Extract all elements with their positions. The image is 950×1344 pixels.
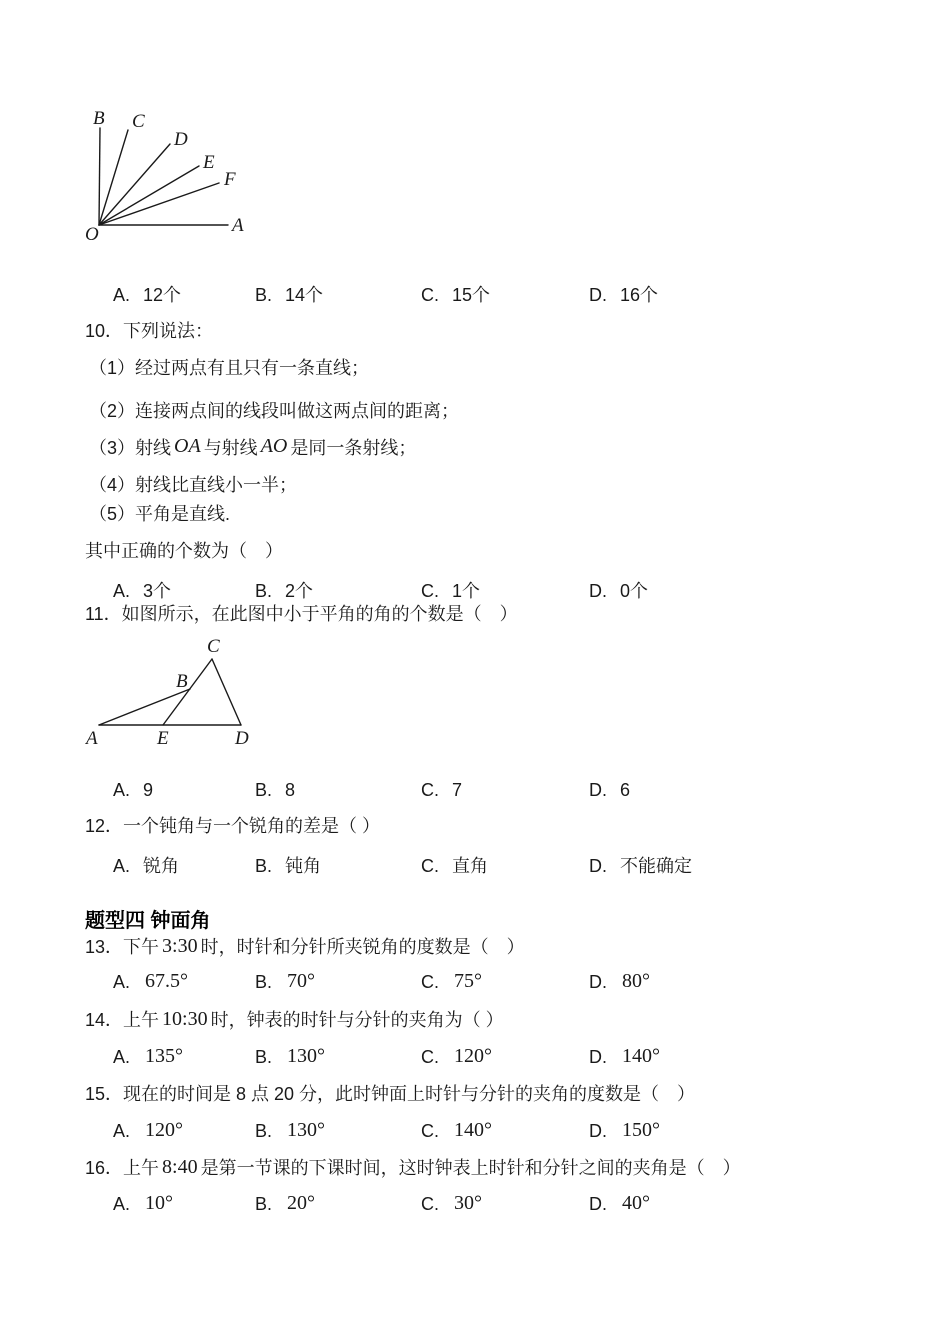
option-text: 15个 — [452, 285, 491, 305]
option-letter: A. — [113, 581, 131, 601]
option-letter: D. — [589, 856, 607, 876]
option-text: 120° — [145, 1119, 184, 1141]
option-text: 135° — [145, 1045, 184, 1067]
option-letter: B. — [255, 780, 273, 800]
option-letter: B. — [255, 285, 273, 305]
option-letter: D. — [589, 1047, 607, 1067]
q10-item-3-mid: 与射线 — [203, 438, 258, 458]
q16-option-A — [113, 1193, 173, 1216]
q16-stem-post: 是第一节课的下课时间，这时钟表上时针和分针之间的夹角是（ ） — [200, 1158, 741, 1178]
q16-option-D — [589, 1193, 650, 1216]
q12-option-A — [113, 852, 179, 878]
option-text: 30° — [454, 1192, 482, 1214]
q13-options-row — [0, 971, 950, 997]
option-text: 钝角 — [285, 856, 322, 876]
q14-options-row — [0, 1046, 950, 1072]
option-text: 10° — [145, 1192, 174, 1214]
q10-footer: 其中正确的个数为（ ） — [85, 541, 283, 561]
option-letter: C. — [421, 581, 439, 601]
math-time-10-30: 10:30 — [162, 1008, 208, 1030]
q14-option-D — [589, 1046, 660, 1069]
option-text: 120° — [454, 1045, 492, 1067]
figure-q9-rays-from-O — [75, 100, 265, 250]
option-letter: B. — [255, 856, 273, 876]
math-ray-AO: AO — [260, 435, 288, 457]
q9-option-D — [589, 281, 658, 307]
option-letter: A. — [113, 1121, 131, 1141]
option-letter: A. — [113, 780, 131, 800]
math-ray-OA: OA — [174, 435, 201, 457]
option-letter: D. — [589, 1121, 607, 1141]
q14-option-A — [113, 1046, 183, 1069]
q13-stem-post: 时，时针和分针所夹锐角的度数是（ ） — [200, 937, 525, 957]
option-letter: B. — [255, 1047, 273, 1067]
option-text: 150° — [622, 1119, 660, 1141]
fig1-label-A: A — [232, 215, 244, 236]
q16-option-B — [255, 1193, 315, 1216]
option-text: 7 — [452, 780, 463, 800]
q12-stem: 12．一个钝角与一个锐角的差是（ ） — [85, 816, 381, 836]
option-text: 6 — [620, 780, 631, 800]
q13-option-A — [113, 971, 188, 994]
option-text: 0个 — [620, 581, 649, 601]
q10-item-1: （1）经过两点有且只有一条直线； — [89, 358, 370, 378]
q11-option-D — [589, 780, 630, 801]
fig2-label-D: D — [235, 728, 249, 749]
fig2-label-A: A — [86, 728, 98, 749]
q9-option-B — [255, 281, 323, 307]
option-letter: A. — [113, 1047, 131, 1067]
option-letter: D. — [589, 780, 607, 800]
fig1-label-C: C — [132, 111, 145, 132]
q10-item-3 — [89, 437, 416, 459]
q10-item-5: （5）平角是直线. — [89, 504, 231, 524]
option-letter: B. — [255, 1121, 273, 1141]
q10-options-row — [0, 577, 950, 603]
option-text: 3个 — [143, 581, 172, 601]
fig1-rays — [99, 128, 228, 225]
option-text: 不能确定 — [620, 856, 692, 876]
q12-option-C — [421, 852, 488, 878]
option-letter: D. — [589, 1194, 607, 1214]
q11-stem: 11．如图所示，在此图中小于平角的角的个数是（ ） — [85, 604, 518, 624]
option-text: 130° — [287, 1045, 326, 1067]
q11-options-row — [0, 780, 950, 806]
option-letter: C. — [421, 972, 439, 992]
q12-option-B — [255, 852, 321, 878]
option-text: 16个 — [620, 285, 659, 305]
q15-option-A — [113, 1120, 183, 1143]
option-letter: C. — [421, 856, 439, 876]
q10-item-3-post: 是同一条射线； — [290, 438, 417, 458]
fig2-label-C: C — [207, 636, 220, 657]
q16-stem-pre: 16．上午 — [85, 1158, 160, 1178]
option-letter: C. — [421, 1121, 439, 1141]
option-text: 80° — [622, 970, 650, 992]
fig1-label-F: F — [224, 169, 236, 190]
q15-option-C — [421, 1120, 492, 1143]
option-text: 14个 — [285, 285, 324, 305]
option-letter: B. — [255, 1194, 273, 1214]
q10-option-B — [255, 577, 313, 603]
q16-option-C — [421, 1193, 482, 1216]
q9-option-A — [113, 281, 181, 307]
q13-option-B — [255, 971, 315, 994]
q10-stem: 10．下列说法： — [85, 321, 214, 341]
q16-options-row — [0, 1193, 950, 1219]
option-letter: C. — [421, 780, 439, 800]
option-text: 75° — [454, 970, 482, 992]
q13-stem — [85, 936, 525, 958]
q14-option-B — [255, 1046, 325, 1069]
option-text: 9 — [143, 780, 154, 800]
option-text: 锐角 — [143, 856, 180, 876]
q11-option-A — [113, 780, 153, 801]
option-text: 直角 — [452, 856, 488, 876]
section-title-clock-angles: 题型四 钟面角 — [85, 910, 211, 932]
q9-options-row — [0, 281, 950, 307]
fig1-label-D: D — [174, 129, 188, 150]
q10-item-2: （2）连接两点间的线段叫做这两点间的距离； — [89, 401, 460, 421]
option-letter: D. — [589, 285, 607, 305]
q15-option-D — [589, 1120, 660, 1143]
option-letter: A. — [113, 972, 131, 992]
q10-option-D — [589, 577, 648, 603]
fig2-label-B: B — [176, 671, 188, 692]
q12-option-D — [589, 852, 692, 878]
option-text: 1个 — [452, 581, 481, 601]
q10-item-3-pre: （3）射线 — [89, 438, 172, 458]
q15-option-B — [255, 1120, 325, 1143]
q10-item-4: （4）射线比直线小一半； — [89, 475, 298, 495]
option-text: 8 — [285, 780, 296, 800]
option-letter: B. — [255, 581, 273, 601]
option-letter: C. — [421, 285, 439, 305]
q13-stem-pre: 13．下午 — [85, 937, 160, 957]
q11-option-C — [421, 780, 462, 801]
q15-options-row — [0, 1120, 950, 1146]
option-text: 12个 — [143, 285, 182, 305]
option-text: 40° — [622, 1192, 650, 1214]
option-text: 130° — [287, 1119, 326, 1141]
option-letter: A. — [113, 856, 131, 876]
q13-option-D — [589, 971, 650, 994]
option-letter: D. — [589, 972, 607, 992]
fig1-label-B: B — [93, 108, 105, 129]
math-time-3-30: 3:30 — [162, 935, 198, 957]
q11-option-B — [255, 780, 295, 801]
math-time-8-40: 8:40 — [162, 1156, 198, 1178]
q9-option-C — [421, 281, 490, 307]
q13-option-C — [421, 971, 482, 994]
fig1-label-O: O — [85, 224, 99, 245]
option-letter: B. — [255, 972, 273, 992]
option-text: 67.5° — [145, 970, 189, 992]
q14-stem — [85, 1009, 504, 1031]
option-letter: A. — [113, 285, 131, 305]
fig2-segments — [99, 659, 241, 725]
q15-stem: 15．现在的时间是 8 点 20 分，此时钟面上时针与分针的夹角的度数是（ ） — [85, 1084, 696, 1104]
option-letter: A. — [113, 1194, 131, 1214]
q16-stem — [85, 1157, 741, 1179]
q10-option-A — [113, 577, 171, 603]
option-text: 20° — [287, 1192, 316, 1214]
option-text: 140° — [454, 1119, 492, 1141]
figure-q11-triangle — [80, 636, 265, 758]
option-letter: C. — [421, 1047, 439, 1067]
option-letter: C. — [421, 1194, 439, 1214]
q14-stem-post: 时，钟表的时针与分针的夹角为（ ） — [210, 1010, 504, 1030]
fig1-label-E: E — [203, 152, 215, 173]
option-letter: D. — [589, 581, 607, 601]
option-text: 140° — [622, 1045, 660, 1067]
option-text: 2个 — [285, 581, 314, 601]
q10-option-C — [421, 577, 480, 603]
q14-stem-pre: 14．上午 — [85, 1010, 160, 1030]
q14-option-C — [421, 1046, 492, 1069]
q12-options-row — [0, 852, 950, 878]
fig2-label-E: E — [157, 728, 169, 749]
option-text: 70° — [287, 970, 316, 992]
